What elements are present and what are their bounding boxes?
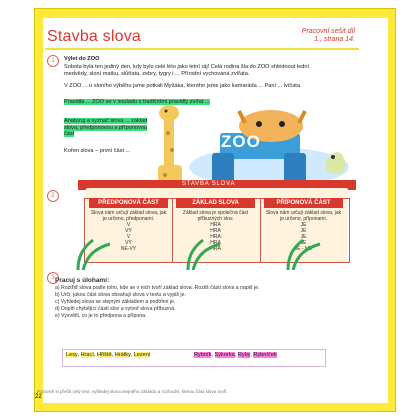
word-choice-left: Lesy, Hrací, Hřiště, Hrátky, Lezení bbox=[66, 352, 151, 358]
title-underline bbox=[45, 48, 359, 50]
suffix-item: JE bbox=[300, 228, 307, 234]
section-1-paragraph-3: Pravidla ... ZOO se v souladu s tradičními pravidly zvířat ... bbox=[64, 99, 210, 105]
page-number: 22 bbox=[35, 394, 42, 400]
column-suffix-description: Slova nám určují základ slova, jak je určeno, příponami. bbox=[265, 210, 342, 222]
root-item: HRA bbox=[210, 234, 221, 240]
column-header-prefix: PŘEDPONOVÁ ČÁST bbox=[89, 198, 168, 208]
left-margin bbox=[0, 0, 34, 420]
section-number-3: 3 bbox=[47, 272, 59, 284]
root-item: HRA bbox=[210, 246, 221, 252]
prefix-item: V bbox=[126, 222, 131, 228]
plant-decoration bbox=[58, 235, 358, 270]
root-item: HRA bbox=[210, 240, 221, 246]
column-root-description: Základ slova je společná část příbuzných slov. bbox=[182, 210, 249, 222]
section-number-1: 1 bbox=[47, 55, 59, 67]
footnote: Pozorně si přečti celý text, vyhledej slova stejného základu a rozhodni, kterou část slova tvoří. bbox=[37, 389, 228, 394]
suffix-item: JE bbox=[300, 234, 307, 240]
section-1-subnote: Analyzuj a vyznač slova ... základ slova, předponovou a příponovou část bbox=[64, 118, 148, 137]
task-item-d: d) Doplň chybějící části slov a vytvoř slova příbuzná. bbox=[55, 306, 176, 312]
task-item-c: c) Vyhledej slova se stejným základem a podtrhni je. bbox=[55, 299, 176, 305]
section-1-subnote-2: Kořen slova – první část ... bbox=[64, 148, 131, 154]
column-header-root: ZÁKLAD SLOVA bbox=[176, 198, 255, 208]
prefix-item: NE-VY bbox=[120, 246, 137, 252]
section-1-paragraph-2: V ZOO ... u sloního výběhu jsme potkali Myšáka, kterého jsme jako kamaráda ... Paní ... lvíčata. bbox=[64, 83, 302, 89]
diagram-roof-label: STAVBA SLOVA bbox=[182, 181, 236, 187]
task-heading: Pracuj s úlohami: bbox=[55, 277, 110, 284]
word-choice-right: Rybník, Sýkorka, Ryby, Rybníček bbox=[194, 352, 277, 358]
section-1-paragraph-1: Sobota byla ten jediný den, kdy bylo celé léto jako letní ráj! Celá rodina šla do ZOO shlédnout lední medvědy, sloní matku, slůňata, zebry, tygry i ... Přírodní vychovaná zvířata. bbox=[64, 64, 310, 77]
section-1-heading: Výlet do ZOO bbox=[64, 56, 100, 62]
root-item: HRA bbox=[210, 228, 221, 234]
column-prefix-description: Slova nám určují základ slova, jak je určeno, předponami. bbox=[90, 210, 167, 222]
prefix-item: VY bbox=[125, 240, 132, 246]
section-number-2: 2 bbox=[47, 190, 59, 202]
suffix-item: JE - ME bbox=[294, 246, 313, 252]
task-list bbox=[55, 278, 347, 320]
task-item-a: a) Roztřiď slova podle toho, kde se v nich tvoří základ slova. Rozliš části slova a napiš je. bbox=[55, 285, 260, 291]
zoo-sign-label: ZOO bbox=[221, 132, 261, 151]
suffix-item: JE bbox=[300, 222, 307, 228]
task-item-e: e) Vysvětli, co je to předpona a přípona. bbox=[55, 313, 147, 319]
page-title: Stavba slova bbox=[47, 28, 142, 45]
prefix-item: V bbox=[126, 234, 131, 240]
prefix-item: VY bbox=[125, 228, 132, 234]
workbook-reference: Pracovní sešit díl 1., strana 14. bbox=[301, 28, 355, 43]
task-item-b: b) Urči, jakou část slova obsahují slova v textu a vypiš je. bbox=[55, 292, 186, 298]
root-item: HRA bbox=[210, 222, 221, 228]
column-header-suffix: PŘÍPONOVÁ ČÁST bbox=[264, 198, 343, 208]
suffix-item: JE bbox=[300, 240, 307, 246]
